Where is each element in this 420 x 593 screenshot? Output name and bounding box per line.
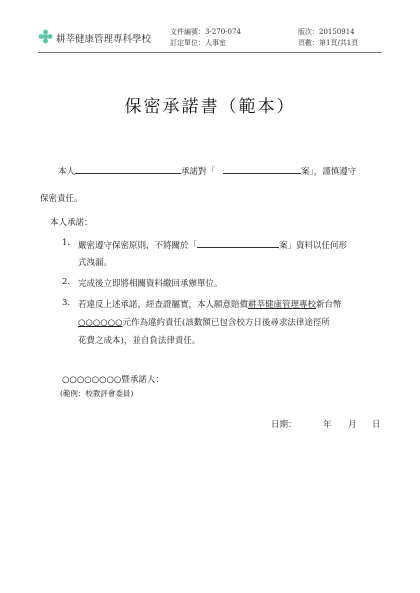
signer-line: ○○○○○○○○暨承諾人： [62,375,164,385]
date-label: 日期： [271,420,297,430]
name-blank[interactable] [75,164,181,174]
item-3-line-2 [78,316,330,328]
item-2-number: 2. [62,277,71,287]
item-1-text-c: 式洩漏。 [78,258,113,268]
item-2-text: 完成後立即將相關資料繳回承辦單位。 [78,279,223,289]
item-3-number: 3. [62,298,71,308]
page-count: 頁數：第1頁/共1頁 [298,39,359,47]
date-year: 年 [323,420,332,430]
item-3-text-a: 若違反上述承諾，經查證屬實，本人願意賠償 [78,300,249,310]
case-blank[interactable] [223,164,301,174]
intro-line-1 [58,164,356,177]
item-1-case-blank[interactable] [197,238,279,248]
header-divider [38,52,382,53]
date-month: 月 [348,420,357,430]
intro-text-1: 本人 [58,167,76,177]
commitment-label: 本人承諾： [50,218,93,228]
signer-example: (範例：校教評會委員) [60,389,134,398]
item-3-amount-placeholder: ○○○○○○ [78,318,123,328]
issuing-unit: 訂定單位：人事室 [170,39,226,47]
school-name: 耕莘健康管理專科學校 [56,34,152,45]
item-3-text-b: 新台幣 [316,300,342,310]
document-version: 版次：20150914 [298,28,355,36]
document-number: 文件編號：3-270-074 [170,28,241,36]
item-1-line-1 [78,238,347,251]
document-header [38,27,382,51]
intro-text-3: 案」，謹慎遵守 [301,167,357,177]
item-3-text-d: 元作為違約責任(該數額已包含校方日後尋求法律途徑所 [122,318,330,328]
intro-text-2: 承諾對「 [181,167,216,177]
item-3-text-e: 花費之成本)，並自負法律責任。 [78,336,201,346]
document-title: 保密承諾書（範本） [124,97,296,117]
item-1-text-b: 案」資料以任何形 [279,241,348,251]
intro-text-4: 保密責任。 [40,194,83,204]
item-1-number: 1. [62,238,71,248]
item-3-line-1 [78,298,342,310]
school-logo-icon [38,29,53,44]
item-3-school-name: 耕莘健康管理專校 [248,300,317,310]
date-day: 日 [372,420,381,430]
item-1-text-a: 嚴密遵守保密原則，不將關於「 [78,241,198,251]
